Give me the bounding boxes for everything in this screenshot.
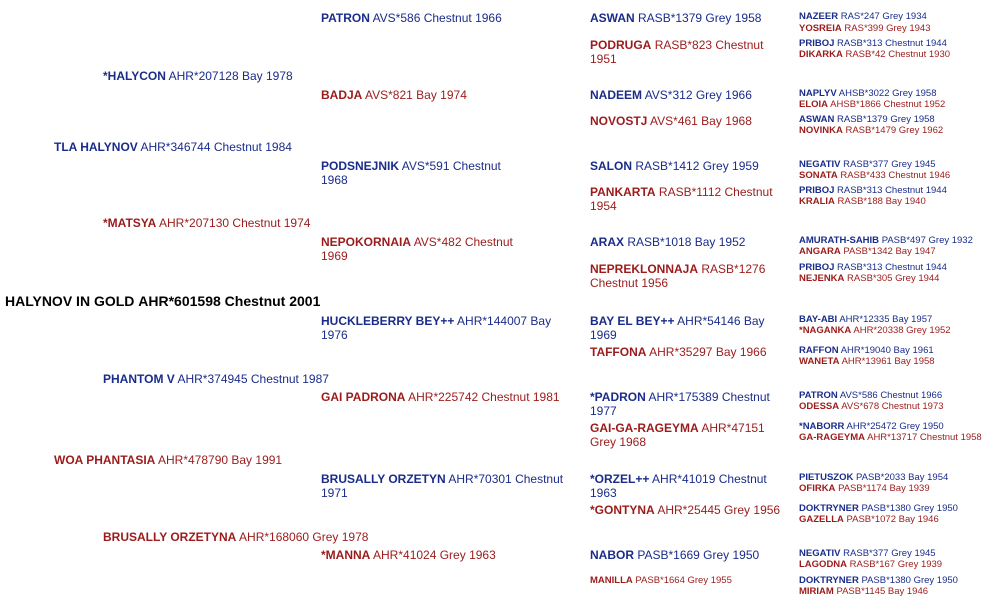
g2-horse <box>103 216 310 230</box>
horse-name: SALON <box>590 159 632 173</box>
horse-name: MIRIAM <box>799 586 834 597</box>
horse-name: NADEEM <box>590 88 643 102</box>
horse-info: RASB*1112 Chestnut 1954 <box>590 185 773 213</box>
g5-horse <box>799 514 939 526</box>
g2-horse <box>103 372 329 386</box>
g4-horse <box>590 421 780 449</box>
horse-info: AHR*225742 Chestnut 1981 <box>408 390 560 404</box>
g4-horse <box>590 88 795 102</box>
g3-horse <box>321 314 561 342</box>
g5-horse <box>799 483 930 495</box>
horse-info: AVS*482 Chestnut 1969 <box>321 235 513 263</box>
g5-horse <box>799 356 935 368</box>
g4-horse <box>590 390 785 418</box>
horse-info: PASB*1380 Grey 1950 <box>861 575 958 586</box>
horse-name: YOSREIA <box>799 23 842 34</box>
g4-horse <box>590 345 795 359</box>
horse-info: AHR*144007 Bay 1976 <box>321 314 552 342</box>
horse-info: RAS*247 Grey 1934 <box>840 11 927 22</box>
g4-horse <box>590 548 795 562</box>
horse-info: AHR*20338 Grey 1952 <box>853 325 951 336</box>
horse-info: AHSB*3022 Grey 1958 <box>838 88 937 99</box>
horse-name: PODRUGA <box>590 38 652 52</box>
g5-horse <box>799 432 982 444</box>
horse-name: DOKTRYNER <box>799 503 859 514</box>
g5-horse <box>799 11 927 23</box>
horse-name: NEPOKORNAIA <box>321 235 412 249</box>
horse-info: AVS*461 Bay 1968 <box>650 114 752 128</box>
horse-info: AHR*374945 Chestnut 1987 <box>177 372 329 386</box>
horse-name: WOA PHANTASIA <box>54 453 156 467</box>
horse-name: RAFFON <box>799 345 839 356</box>
horse-name: NAZEER <box>799 11 839 22</box>
horse-name: *PADRON <box>590 390 646 404</box>
horse-info: RASB*305 Grey 1944 <box>847 273 940 284</box>
horse-name: WANETA <box>799 356 840 367</box>
horse-name: NEPREKLONNAJA <box>590 262 699 276</box>
horse-info: AHR*41019 Chestnut 1963 <box>590 472 767 500</box>
horse-info: AHR*478790 Bay 1991 <box>158 453 283 467</box>
horse-name: GA-RAGEYMA <box>799 432 865 443</box>
horse-name: ARAX <box>590 235 625 249</box>
sire <box>54 140 292 154</box>
horse-info: AVS*591 Chestnut 1968 <box>321 159 501 187</box>
horse-info: AVS*586 Chestnut 1966 <box>839 390 943 401</box>
horse-info: RASB*377 Grey 1945 <box>843 548 936 559</box>
g3-horse <box>321 390 571 404</box>
horse-name: ODESSA <box>799 401 840 412</box>
g5-horse <box>799 401 944 413</box>
horse-info: AHR*13717 Chestnut 1958 <box>867 432 982 443</box>
horse-name: PATRON <box>799 390 838 401</box>
horse-info: RASB*167 Grey 1939 <box>849 559 943 570</box>
horse-info: RAS*399 Grey 1943 <box>844 23 931 34</box>
horse-info: RASB*188 Bay 1940 <box>837 196 926 207</box>
g5-horse <box>799 196 926 208</box>
g5-horse <box>799 170 950 182</box>
horse-name: ELOIA <box>799 99 829 110</box>
horse-info: RASB*1276 Chestnut 1956 <box>590 262 766 290</box>
g3-horse <box>321 88 526 102</box>
horse-name: PIETUSZOK <box>799 472 854 483</box>
g4-horse <box>590 503 795 517</box>
g5-horse <box>799 273 939 285</box>
horse-name: BADJA <box>321 88 363 102</box>
horse-info: AHR*47151 Grey 1968 <box>590 421 765 449</box>
g5-horse <box>799 246 936 258</box>
g4-horse <box>590 472 785 500</box>
horse-name: PODSNEJNIK <box>321 159 400 173</box>
horse-name: PRIBOJ <box>799 38 835 49</box>
dam <box>54 453 282 467</box>
g5-horse <box>799 586 928 598</box>
horse-name: NEGATIV <box>799 548 841 559</box>
horse-info: RASB*1379 Grey 1958 <box>837 114 935 125</box>
horse-name: *NAGANKA <box>799 325 852 336</box>
g4-horse <box>590 314 785 342</box>
horse-name: SONATA <box>799 170 838 181</box>
horse-name: NEJENKA <box>799 273 845 284</box>
horse-info: AVS*312 Grey 1966 <box>644 88 752 102</box>
horse-info: RASB*1412 Grey 1959 <box>635 159 759 173</box>
horse-info: AHR*12335 Bay 1957 <box>839 314 933 325</box>
horse-info: RASB*313 Chestnut 1944 <box>837 38 947 49</box>
g4-horse <box>590 114 795 128</box>
horse-name: TAFFONA <box>590 345 647 359</box>
horse-info: AHR*175389 Chestnut 1977 <box>590 390 770 418</box>
horse-info: AHR*207130 Chestnut 1974 <box>159 216 311 230</box>
horse-info: PASB*1342 Bay 1947 <box>843 246 936 257</box>
g3-horse <box>321 11 526 25</box>
subject-horse <box>5 293 320 310</box>
horse-name: BAY-ABI <box>799 314 838 325</box>
horse-name: PANKARTA <box>590 185 656 199</box>
horse-name: NOVINKA <box>799 125 843 136</box>
horse-info: RASB*1479 Grey 1962 <box>845 125 944 136</box>
horse-name: DOKTRYNER <box>799 575 859 586</box>
horse-name: BRUSALLY ORZETYNA <box>103 530 237 544</box>
horse-info: AHSB*1866 Chestnut 1952 <box>830 99 946 110</box>
g5-horse <box>799 23 931 35</box>
g4-horse <box>590 185 785 213</box>
horse-info: PASB*1664 Grey 1955 <box>635 575 732 586</box>
horse-name: TLA HALYNOV <box>54 140 138 154</box>
horse-info: RASB*377 Grey 1945 <box>843 159 936 170</box>
g4-horse <box>590 38 785 66</box>
subject-info: AHR*601598 Chestnut 2001 <box>138 293 321 309</box>
g2-horse <box>103 69 293 83</box>
horse-info: AHR*70301 Chestnut 1971 <box>321 472 564 500</box>
horse-name: BAY EL BEY++ <box>590 314 675 328</box>
horse-name: PRIBOJ <box>799 185 835 196</box>
horse-info: AHR*207128 Bay 1978 <box>168 69 293 83</box>
horse-info: RASB*313 Chestnut 1944 <box>837 262 947 273</box>
horse-name: OFIRKA <box>799 483 836 494</box>
horse-name: *MATSYA <box>103 216 157 230</box>
g4-horse <box>590 159 795 173</box>
horse-info: AHR*35297 Bay 1966 <box>649 345 767 359</box>
horse-info: AHR*19040 Bay 1961 <box>840 345 934 356</box>
horse-name: GAI-GA-RAGEYMA <box>590 421 699 435</box>
horse-name: *ORZEL++ <box>590 472 650 486</box>
horse-info: AHR*25472 Grey 1950 <box>846 421 944 432</box>
horse-name: ASWAN <box>590 11 635 25</box>
horse-name: GAZELLA <box>799 514 844 525</box>
horse-info: RASB*823 Chestnut 1951 <box>590 38 764 66</box>
g5-horse <box>799 559 942 571</box>
horse-name: AMURATH-SAHIB <box>799 235 880 246</box>
horse-info: PASB*2033 Bay 1954 <box>856 472 949 483</box>
horse-name: NABOR <box>590 548 634 562</box>
g2-horse <box>103 530 368 544</box>
horse-name: ANGARA <box>799 246 841 257</box>
horse-name: KRALIA <box>799 196 835 207</box>
horse-info: PASB*1072 Bay 1946 <box>846 514 939 525</box>
g4-horse <box>590 11 795 25</box>
horse-name: NAPLYV <box>799 88 837 99</box>
horse-name: *NABORR <box>799 421 845 432</box>
horse-info: RASB*433 Chestnut 1946 <box>840 170 951 181</box>
g3-horse <box>321 159 526 187</box>
horse-info: PASB*497 Grey 1932 <box>881 235 973 246</box>
horse-info: AVS*586 Chestnut 1966 <box>372 11 502 25</box>
horse-info: RASB*313 Chestnut 1944 <box>837 185 947 196</box>
horse-info: AHR*54146 Bay 1969 <box>590 314 765 342</box>
horse-name: NEGATIV <box>799 159 841 170</box>
horse-name: *MANNA <box>321 548 371 562</box>
horse-info: AHR*25445 Grey 1956 <box>657 503 781 517</box>
g4-horse <box>590 575 732 587</box>
horse-name: ASWAN <box>799 114 835 125</box>
horse-info: AVS*821 Bay 1974 <box>365 88 467 102</box>
g5-horse <box>799 325 951 337</box>
horse-name: *GONTYNA <box>590 503 655 517</box>
horse-info: AHR*168060 Grey 1978 <box>239 530 369 544</box>
horse-info: AHR*41024 Grey 1963 <box>373 548 496 562</box>
subject-name: HALYNOV IN GOLD <box>5 293 135 309</box>
g5-horse <box>799 125 943 137</box>
horse-info: PASB*1380 Grey 1950 <box>861 503 958 514</box>
horse-info: PASB*1669 Grey 1950 <box>637 548 760 562</box>
horse-name: *HALYCON <box>103 69 166 83</box>
horse-name: PATRON <box>321 11 370 25</box>
g3-horse <box>321 235 526 263</box>
horse-name: LAGODNA <box>799 559 848 570</box>
horse-name: BRUSALLY ORZETYN <box>321 472 446 486</box>
g4-horse <box>590 235 795 249</box>
g5-horse <box>799 49 950 61</box>
horse-info: RASB*42 Chestnut 1930 <box>845 49 951 60</box>
g3-horse <box>321 548 526 562</box>
horse-info: RASB*1018 Bay 1952 <box>627 235 746 249</box>
g5-horse <box>799 99 945 111</box>
horse-info: AHR*13961 Bay 1958 <box>841 356 935 367</box>
horse-name: PRIBOJ <box>799 262 835 273</box>
horse-info: AVS*678 Chestnut 1973 <box>841 401 944 412</box>
horse-info: AHR*346744 Chestnut 1984 <box>140 140 292 154</box>
g3-horse <box>321 472 573 500</box>
horse-info: PASB*1145 Bay 1946 <box>836 586 929 597</box>
horse-info: PASB*1174 Bay 1939 <box>838 483 930 494</box>
horse-name: DIKARKA <box>799 49 843 60</box>
horse-name: NOVOSTJ <box>590 114 648 128</box>
horse-info: RASB*1379 Grey 1958 <box>638 11 762 25</box>
horse-name: HUCKLEBERRY BEY++ <box>321 314 455 328</box>
horse-name: GAI PADRONA <box>321 390 406 404</box>
horse-name: MANILLA <box>590 575 633 586</box>
horse-name: PHANTOM V <box>103 372 175 386</box>
g4-horse <box>590 262 785 290</box>
